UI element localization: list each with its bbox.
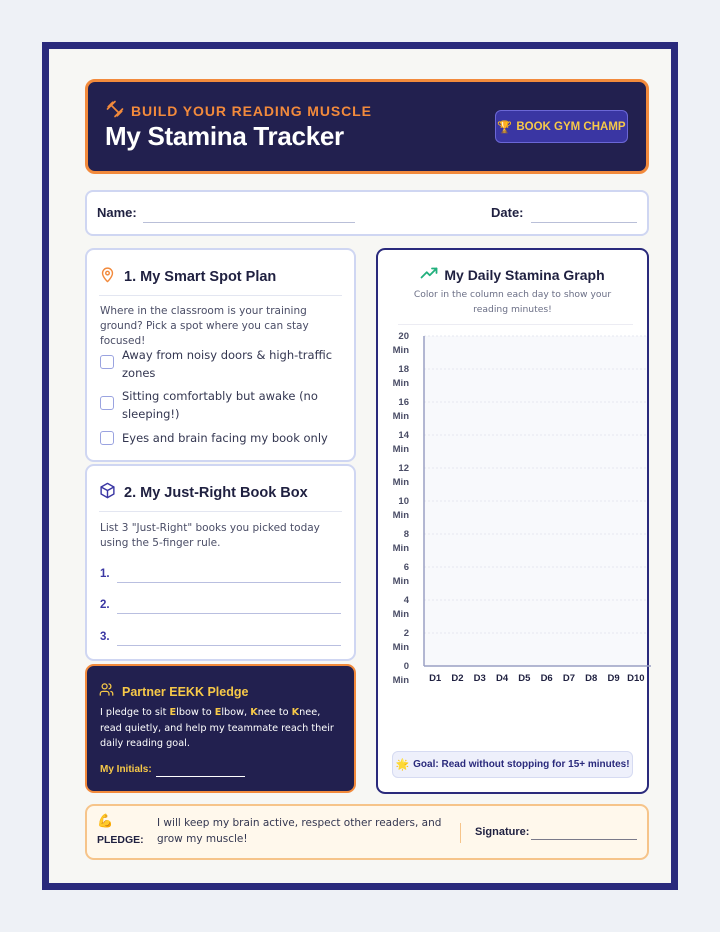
divider [460, 823, 461, 843]
y-tick-unit: Min [392, 510, 409, 521]
signature-label: Signature: [475, 826, 530, 838]
trending-up-icon [420, 265, 438, 284]
pledge-footer [85, 804, 649, 860]
x-tick-label: D2 [451, 673, 464, 684]
x-tick-label: D8 [585, 673, 598, 684]
checkbox-option[interactable] [100, 387, 340, 423]
y-tick-unit: Min [392, 609, 409, 620]
y-tick-label: 10 [398, 496, 409, 507]
name-label: Name: [97, 205, 137, 220]
book-box-card [85, 464, 356, 661]
champ-badge [495, 110, 628, 143]
y-tick-unit: Min [392, 576, 409, 587]
x-tick-label: D10 [627, 673, 645, 684]
star-icon: 🌟 [395, 758, 410, 771]
x-tick-label: D9 [607, 673, 620, 684]
initials-field[interactable] [156, 776, 245, 777]
y-tick-unit: Min [392, 345, 409, 356]
y-tick-unit: Min [392, 675, 409, 686]
goal-banner [392, 751, 633, 778]
y-tick-label: 18 [398, 364, 409, 375]
y-tick-unit: Min [392, 642, 409, 653]
text-part: I pledge to sit [100, 707, 170, 718]
entry-number: 3. [100, 631, 110, 643]
checkbox-option[interactable] [100, 429, 340, 447]
dumbbell-icon [106, 100, 124, 122]
x-tick-label: D7 [562, 673, 576, 684]
divider [99, 295, 342, 296]
text-part: lbow, [221, 707, 251, 718]
text-part: lbow to [176, 707, 215, 718]
divider [398, 324, 633, 325]
text-part: nee, read quietly, and help my teammate reach their daily reading goal. [100, 707, 334, 750]
highlight-letter: K [250, 707, 258, 718]
book-box-description: List 3 "Just-Right" books you picked today using the 5-finger rule. [100, 522, 320, 549]
entry-line[interactable] [117, 645, 341, 646]
partner-pledge-text [100, 705, 340, 752]
x-tick-label: D5 [518, 673, 531, 684]
header-banner [85, 79, 649, 174]
y-tick-label: 6 [403, 562, 409, 573]
partner-title: Partner EEKK Pledge [122, 684, 249, 699]
page-title: My Stamina Tracker [105, 121, 344, 151]
x-tick-label: D6 [540, 673, 553, 684]
checkbox[interactable] [100, 396, 114, 410]
book-box-header [99, 482, 308, 503]
partner-header [99, 682, 248, 701]
y-tick-label: 12 [398, 463, 409, 474]
spot-plan-description: Where in the classroom is your training ground? Pick a spot where you can stay focused! [100, 305, 309, 347]
entry-number: 1. [100, 568, 110, 580]
checkbox-option[interactable] [100, 346, 340, 382]
y-tick-label: 14 [398, 430, 409, 441]
initials-label: My Initials: [100, 764, 152, 775]
highlight-letter: E [169, 707, 177, 718]
highlight-letter: E [214, 707, 222, 718]
y-tick-unit: Min [392, 411, 409, 422]
entry-line[interactable] [117, 582, 341, 583]
pledge-label: PLEDGE: [97, 834, 144, 846]
spot-plan-card [85, 248, 356, 462]
date-field[interactable] [531, 222, 637, 223]
checkbox-label: Eyes and brain facing my book only [122, 431, 328, 445]
box-icon [99, 482, 116, 503]
x-tick-label: D4 [495, 673, 509, 684]
entry-line[interactable] [117, 613, 341, 614]
kicker [106, 100, 372, 122]
entry-number: 2. [100, 599, 110, 611]
name-date-row [85, 190, 649, 236]
stamina-bar-chart[interactable] [378, 330, 647, 710]
date-label: Date: [491, 205, 524, 220]
graph-title: My Daily Stamina Graph [444, 266, 605, 283]
y-tick-unit: Min [392, 477, 409, 488]
users-icon [99, 682, 114, 701]
worksheet [42, 42, 678, 890]
goal-text: Goal: Read without stopping for 15+ minutes! [413, 759, 630, 770]
x-tick-label: D1 [429, 673, 442, 684]
text-part: nee to [257, 707, 292, 718]
divider [99, 511, 342, 512]
flexed-biceps-icon: 💪 [97, 814, 114, 829]
graph-subtitle: Color in the column each day to show your reading minutes! [413, 289, 612, 315]
kicker-text: BUILD YOUR READING MUSCLE [131, 103, 372, 119]
spot-plan-header [99, 266, 276, 287]
y-tick-label: 4 [403, 595, 409, 606]
y-tick-unit: Min [392, 378, 409, 389]
name-field[interactable] [143, 222, 355, 223]
signature-field[interactable] [531, 839, 637, 840]
book-box-title: 2. My Just-Right Book Box [124, 484, 308, 501]
partner-pledge-card [85, 664, 356, 793]
trophy-icon: 🏆 [497, 119, 513, 134]
highlight-letter: K [291, 707, 300, 718]
checkbox[interactable] [100, 431, 114, 445]
y-tick-unit: Min [392, 444, 409, 455]
y-tick-label: 2 [403, 628, 409, 639]
checkbox-label: Away from noisy doors & high-traffic zones [122, 348, 333, 380]
y-tick-label: 0 [403, 661, 409, 672]
y-tick-unit: Min [392, 543, 409, 554]
checkbox-label: Sitting comfortably but awake (no sleeping!) [122, 389, 318, 421]
y-tick-label: 8 [403, 529, 409, 540]
x-tick-label: D3 [473, 673, 486, 684]
checkbox[interactable] [100, 355, 114, 369]
stamina-graph-card [376, 248, 649, 794]
y-tick-label: 20 [398, 331, 409, 342]
map-pin-icon [99, 266, 116, 287]
spot-plan-title: 1. My Smart Spot Plan [124, 268, 277, 285]
badge-label: BOOK GYM CHAMP [516, 120, 626, 133]
pledge-text: I will keep my brain active, respect other readers, and grow my muscle! [157, 817, 442, 845]
graph-header [378, 265, 647, 284]
y-tick-label: 16 [398, 397, 409, 408]
